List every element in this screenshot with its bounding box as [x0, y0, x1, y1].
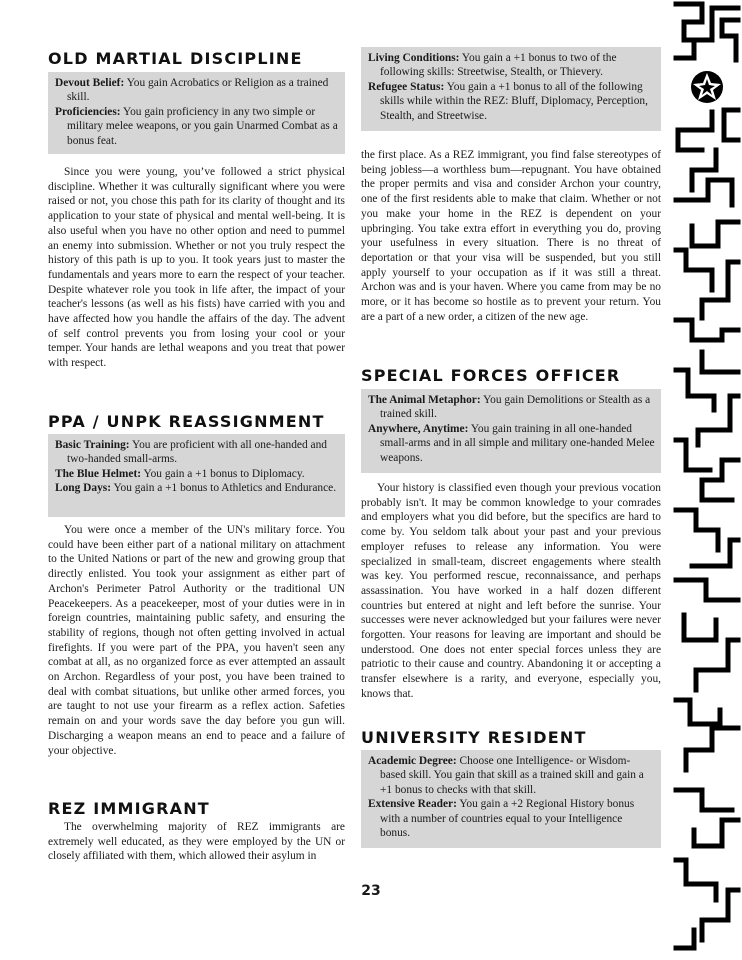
feature-proficiencies: Proficiencies: You gain proficiency in any two simple or military melee weapons, or you gain Unarmed Combat as a bonus feat. — [55, 105, 338, 147]
body-old-martial-discipline: Since you were young, you’ve followed a strict physical discipline. Whether it was culturally significant where you were raised or not, you chose this path for its clarity of thought and its application to your state of physical and mental well-being. It is also useful when you have no other option and need to pummel an enemy into submission. Whether or not you truly respect the history of this path is up to you. It took years just to master the fundamentals and years more to earn the respect of your teacher. Despite whatever role you took in life after, the impact of your teacher's lessons (as well as his fists) have carried with you and have affected how you handle the affairs of the day. The advent of self control prevents you from losing your cool or your temper. Your hands are lethal weapons and you treat that power with respect. — [48, 166, 345, 370]
maze-segment — [684, 615, 716, 640]
maze-segment — [676, 250, 712, 290]
maze-segment — [676, 700, 720, 724]
maze-segment — [702, 890, 738, 940]
maze-segment — [676, 580, 738, 600]
feature-box-special-forces — [361, 389, 661, 473]
feature-basic-training: Basic Training: You are proficient with all one-handed and two-handed small-arms. — [55, 439, 327, 466]
section-title-special-forces-officer: SPECIAL FORCES OFFICER — [361, 366, 621, 385]
body-rez-immigrant: The overwhelming majority of REZ immigrants are extremely well educated, as they were employed by the UN or closely affiliated with them, which allowed their asylum in — [48, 821, 345, 863]
maze-segment — [692, 540, 738, 566]
maze-segment — [692, 222, 738, 246]
feature-box-ppa-unpk — [48, 434, 345, 517]
feature-academic-degree: Academic Degree: Choose one Intelligence- or Wisdom-based skill. You gain that skill as a trained skill and gain a +1 bonus to checks with that skill. — [368, 755, 644, 796]
maze-segment — [694, 820, 738, 846]
decorative-maze-border — [672, 0, 742, 960]
maze-segment — [676, 790, 732, 810]
feature-the-blue-helmet: The Blue Helmet: You gain a +1 bonus to Diplomacy. — [55, 467, 305, 480]
feature-the-animal-metaphor: The Animal Metaphor: You gain Demolitions or Stealth as a trained skill. — [368, 394, 651, 421]
feature-extensive-reader: Extensive Reader: You gain a +2 Regional History bonus with a number of countries equal to your Intelligence bonus. — [368, 798, 635, 840]
maze-segment — [702, 460, 738, 500]
maze-segment — [676, 440, 710, 470]
feature-anywhere-anytime: Anywhere, Anytime: You gain training in all one-handed small-arms and in all simple and military one-handed Melee weapons. — [368, 422, 655, 464]
maze-segment — [676, 860, 716, 900]
page-number: 23 — [361, 883, 381, 899]
body-special-forces-officer: Your history is classified even though your previous vocation probably isn't. It may be common knowledge to your comrades and employers what you did before, but the specifics are hard to come by. You seldom talk about your past and your previous employer refuses to release any information. You were specialized in small-team, discreet engagements where stealth was key. You performed rescue, reconnaissance, and perhaps assassination. You have worked in a half dozen different countries but entered at night and left before the sunrise. Your successes were never acknowledged but your failures were never forgotten. Your reasons for leaving are important and should be understood. One does not enter special forces unless they are patriotic to their cause and country. Abandoning it or accepting a transfer elsewhere is a rarity, and everyone, especially you, knows that. — [361, 482, 661, 700]
maze-segment — [676, 44, 694, 58]
maze-segment — [686, 728, 738, 770]
maze-segment — [678, 112, 712, 150]
section-title-old-martial-discipline: OLD MARTIAL DISCIPLINE — [48, 49, 303, 68]
body-ppa-unpk-reassignment: You were once a member of the UN's military force. You could have been either part of a national military on attachment to the United Nations or part of the new and growing group that directly enlisted. You took your assignment as either part of Archon's Perimeter Patrol Authority or the traditional UN Peacekeepers. As a peacekeeper, most of your duties were in in foreign countries, maintaining public safety, and ensuring the stability of regions, though not often getting involved in actual firefights. If you were part of the PPA, you haven't seen any combat at all, as no organized force as ever attempted an assault on Archon. Regardless of your post, you have been trained to deal with combat situations, but unlike other armed forces, you are taught to not use your firearm as a reflex action. Safeties remain on and your words save the day before you gun will. Discharging a weapon means an end to peace and a failure of your objective. — [48, 524, 345, 757]
maze-segment — [676, 510, 718, 550]
maze-segment — [692, 150, 716, 190]
maze-segment — [702, 352, 738, 372]
feature-refugee-status: Refugee Status: You gain a +1 bonus to all of the following skills while within the REZ: Bluff, Diplomacy, Perception, Stealth, and Streetwise. — [368, 80, 648, 122]
feature-box-rez-immigrant — [361, 47, 661, 131]
feature-living-conditions: Living Conditions: You gain a +1 bonus to two of the following skills: Streetwise, Stealth, or Thievery. — [368, 52, 617, 79]
feature-box-university-resident — [361, 750, 661, 848]
maze-segment — [722, 20, 738, 60]
section-title-ppa-unpk-reassignment: PPA / UNPK REASSIGNMENT — [48, 412, 325, 431]
maze-segment — [676, 370, 714, 410]
feature-devout-belief: Devout Belief: You gain Acrobatics or Religion as a trained skill. — [55, 77, 329, 104]
feature-long-days: Long Days: You gain a +1 bonus to Athletics and Endurance. — [55, 482, 337, 495]
maze-segment — [724, 110, 738, 140]
section-title-university-resident: UNIVERSITY RESIDENT — [361, 728, 587, 747]
body-rez-immigrant-continued: the first place. As a REZ immigrant, you find false stereotypes of being jobless—a worthless bum—repugnant. You have obtained the proper permits and visa and consider Archon your country, one of the first residents able to make that claim. Whether or not you make your home in the REZ is dependent on your upbringing. You take extra effort in everything you do, proving your usefulness in every situation. There is no threat of deportation or that your visa will be suspended, but you still apply yourself to your occupation as if it was still a threat. Archon was and is your haven. Where you came from may be no more, or it has become so hostile as to prevent your return. You are a part of a new order, a citizen of the new age. — [361, 149, 661, 323]
maze-segment — [676, 180, 732, 205]
section-title-rez-immigrant: REZ IMMIGRANT — [48, 799, 210, 818]
star-emblem-icon — [691, 71, 723, 103]
maze-segment — [676, 930, 694, 948]
maze-segment — [676, 320, 738, 340]
maze-segment — [696, 640, 738, 690]
maze-segment — [698, 396, 738, 445]
feature-box-old-martial-discipline — [48, 72, 345, 154]
